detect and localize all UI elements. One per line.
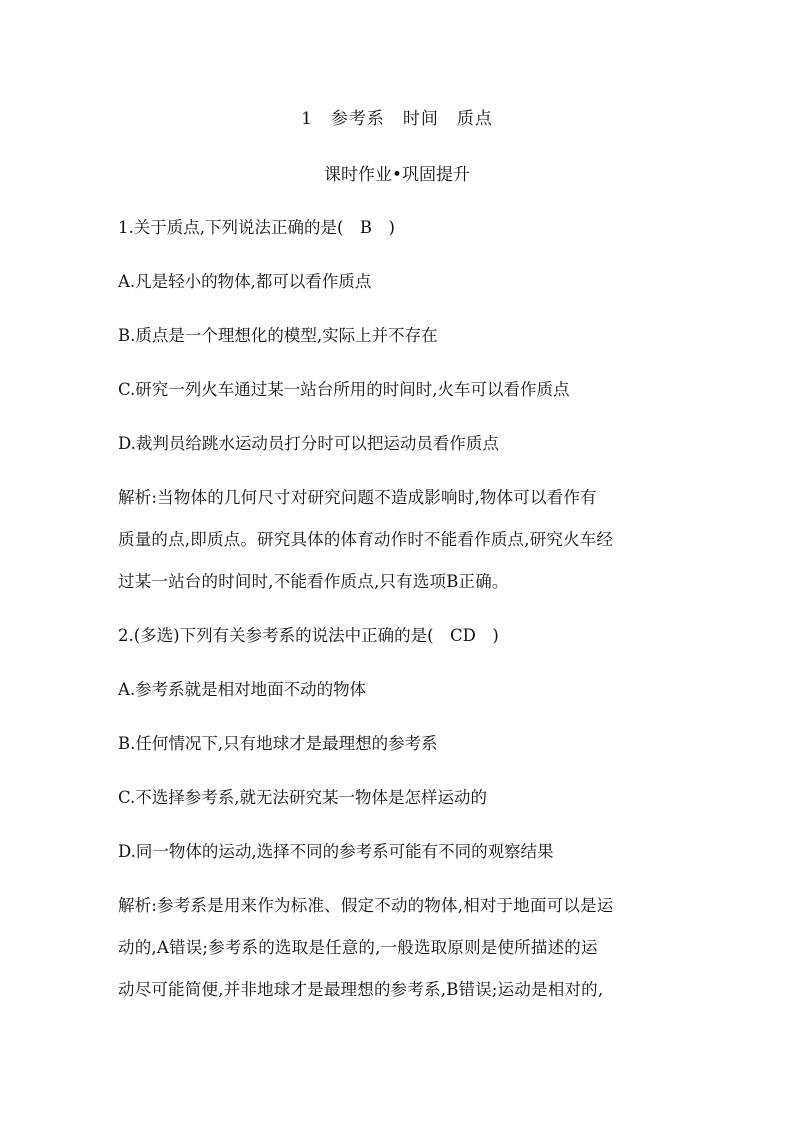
- analysis-line: 质量的点,即质点。研究具体的体育动作时不能看作质点,研究火车经: [118, 530, 614, 549]
- analysis-line: 动尽可能简便,并非地球才是最理想的参考系,B错误;运动是相对的,: [118, 980, 604, 999]
- analysis-line: 解析:参考系是用来作为标准、假定不动的物体,相对于地面可以是运: [118, 896, 614, 915]
- question-1-option-a: A.凡是轻小的物体,都可以看作质点: [118, 272, 372, 291]
- question-2-option-b: B.任何情况下,只有地球才是最理想的参考系: [118, 734, 438, 753]
- question-2-stem: 2.(多选)下列有关参考系的说法中正确的是( CD ): [118, 626, 499, 645]
- question-2-analysis: [118, 892, 678, 1004]
- question-2-option-a: A.参考系就是相对地面不动的物体: [118, 680, 367, 699]
- question-1-option-b: B.质点是一个理想化的模型,实际上并不存在: [118, 326, 438, 345]
- page-title: 1 参考系 时间 质点: [301, 109, 493, 129]
- question-2-option-c: C.不选择参考系,就无法研究某一物体是怎样运动的: [118, 788, 488, 807]
- question-1-option-c: C.研究一列火车通过某一站台所用的时间时,火车可以看作质点: [118, 380, 570, 399]
- question-1-stem: 1.关于质点,下列说法正确的是( B ): [118, 218, 395, 237]
- page-subtitle: 课时作业•巩固提升: [323, 165, 471, 185]
- question-1-analysis: [118, 484, 678, 596]
- document-body: [118, 214, 678, 1004]
- analysis-line: 过某一站台的时间时,不能看作质点,只有选项B正确。: [118, 572, 509, 591]
- question-2-option-d: D.同一物体的运动,选择不同的参考系可能有不同的观察结果: [118, 842, 554, 861]
- analysis-line: 动的,A错误;参考系的选取是任意的,一般选取原则是使所描述的运: [118, 938, 598, 957]
- analysis-line: 解析:当物体的几何尺寸对研究问题不造成影响时,物体可以看作有: [118, 488, 597, 507]
- question-1-option-d: D.裁判员给跳水运动员打分时可以把运动员看作质点: [118, 434, 499, 453]
